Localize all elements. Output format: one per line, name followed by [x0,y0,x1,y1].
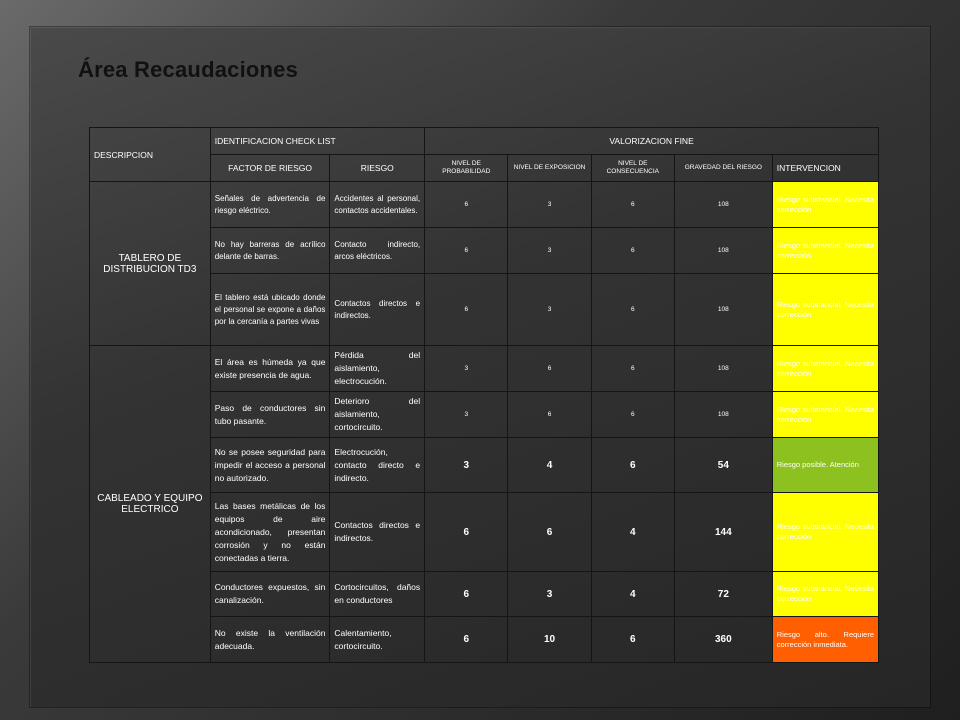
probabilidad-cell: 6 [425,182,508,228]
consecuencia-cell: 6 [591,346,674,392]
consecuencia-cell: 6 [591,274,674,346]
exposicion-cell: 3 [508,182,591,228]
exposicion-cell: 6 [508,493,591,572]
intervencion-cell: Riesgo substancial. Necesita corrección [772,274,878,346]
riesgo-cell: Contactos directos e indirectos. [330,493,425,572]
header-gravedad: GRAVEDAD DEL RIESGO [674,155,772,182]
probabilidad-cell: 6 [425,493,508,572]
header-probabilidad: NIVEL DE PROBABILIDAD [425,155,508,182]
exposicion-cell: 3 [508,572,591,617]
exposicion-cell: 4 [508,438,591,493]
header-consecuencia: NIVEL DE CONSECUENCIA [591,155,674,182]
gravedad-cell: 72 [674,572,772,617]
intervencion-cell: Riesgo posible. Atención [772,438,878,493]
header-riesgo: RIESGO [330,155,425,182]
page-title: Área Recaudaciones [78,57,299,82]
exposicion-cell: 10 [508,617,591,663]
header-intervencion: INTERVENCION [772,155,878,182]
gravedad-cell: 108 [674,182,772,228]
header-descripcion: DESCRIPCION [90,128,211,182]
consecuencia-cell: 6 [591,182,674,228]
intervencion-cell: Riesgo substancial. Necesita corrección [772,182,878,228]
consecuencia-cell: 4 [591,493,674,572]
riesgo-cell: Calentamiento, cortocircuito. [330,617,425,663]
header-factor: FACTOR DE RIESGO [210,155,330,182]
riesgo-cell: Deterioro del aislamiento, cortocircuito. [330,392,425,438]
intervencion-cell: Riesgo alto. Requiere corrección inmediata. [772,617,878,663]
gravedad-cell: 108 [674,274,772,346]
riesgo-cell: Accidentes al personal, contactos accidentales. [330,182,425,228]
factor-cell: No existe la ventilación adecuada. [210,617,330,663]
factor-cell: Las bases metálicas de los equipos de aire acondicionado, presentan corrosión y no están conectadas a tierra. [210,493,330,572]
factor-cell: Señales de advertencia de riesgo eléctrico. [210,182,330,228]
probabilidad-cell: 3 [425,392,508,438]
header-valorizacion: VALORIZACION FINE [425,128,879,155]
gravedad-cell: 54 [674,438,772,493]
probabilidad-cell: 6 [425,617,508,663]
header-identificacion: IDENTIFICACION CHECK LIST [210,128,424,155]
risk-table [89,127,879,663]
exposicion-cell: 3 [508,228,591,274]
gravedad-cell: 108 [674,346,772,392]
riesgo-cell: Electrocución, contacto directo e indirecto. [330,438,425,493]
exposicion-cell: 6 [508,346,591,392]
intervencion-cell: Riesgo substancial. Necesita corrección [772,228,878,274]
probabilidad-cell: 3 [425,438,508,493]
consecuencia-cell: 6 [591,617,674,663]
gravedad-cell: 108 [674,392,772,438]
group-label-tablero: TABLERO DE DISTRIBUCION TD3 [90,182,211,346]
riesgo-cell: Pérdida del aislamiento, electrocución. [330,346,425,392]
intervencion-cell: Riesgo substancial. Necesita corrección [772,572,878,617]
consecuencia-cell: 6 [591,228,674,274]
intervencion-cell: Riesgo substancial. Necesita corrección [772,346,878,392]
gravedad-cell: 108 [674,228,772,274]
consecuencia-cell: 4 [591,572,674,617]
header-exposicion: NIVEL DE EXPOSICION [508,155,591,182]
factor-cell: No hay barreras de acrílico delante de barras. [210,228,330,274]
exposicion-cell: 6 [508,392,591,438]
consecuencia-cell: 6 [591,438,674,493]
riesgo-cell: Contactos directos e indirectos. [330,274,425,346]
factor-cell: El tablero está ubicado donde el personal se expone a daños por la cercanía a partes vivas [210,274,330,346]
riesgo-cell: Contacto indirecto, arcos eléctricos. [330,228,425,274]
table-row [90,346,879,392]
intervencion-cell: Riesgo substancial. Necesita corrección [772,493,878,572]
probabilidad-cell: 3 [425,346,508,392]
riesgo-cell: Cortocircuitos, daños en conductores [330,572,425,617]
factor-cell: El área es húmeda ya que existe presencia de agua. [210,346,330,392]
factor-cell: Conductores expuestos, sin canalización. [210,572,330,617]
intervencion-cell: Riesgo substancial. Necesita corrección [772,392,878,438]
probabilidad-cell: 6 [425,274,508,346]
factor-cell: No se posee seguridad para impedir el acceso a personal no autorizado. [210,438,330,493]
table-row [90,182,879,228]
consecuencia-cell: 6 [591,392,674,438]
group-label-cableado: CABLEADO Y EQUIPO ELECTRICO [90,346,211,663]
gravedad-cell: 144 [674,493,772,572]
probabilidad-cell: 6 [425,228,508,274]
probabilidad-cell: 6 [425,572,508,617]
gravedad-cell: 360 [674,617,772,663]
factor-cell: Paso de conductores sin tubo pasante. [210,392,330,438]
exposicion-cell: 3 [508,274,591,346]
